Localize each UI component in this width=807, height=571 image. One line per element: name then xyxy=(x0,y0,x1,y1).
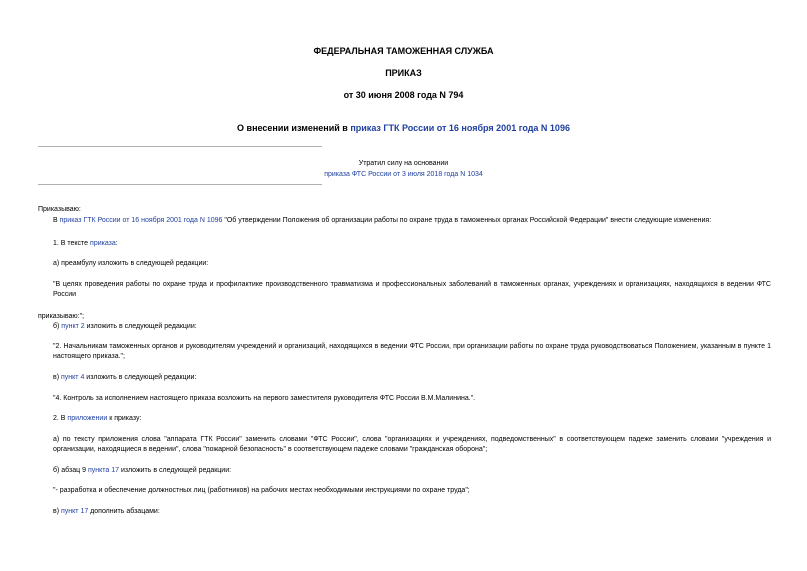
clause-link[interactable]: пункт 17 xyxy=(61,508,89,515)
para-2a: а) по тексту приложения слова "аппарата ГТК России" заменить словами "ФТС России", слова "организациях и учреждениях, подведомственных" в соответствующем падеже заменить словами "учреждения и организации, находящиеся в ведении", слова "пожарной безопасность" в соответствующем падеже словами "гражданская оборона"; xyxy=(53,436,771,453)
text: изложить в следующей редакции: xyxy=(84,374,197,381)
para-amend-order xyxy=(53,216,711,226)
org-title: ФЕДЕРАЛЬНАЯ ТАМОЖЕННАЯ СЛУЖБА xyxy=(313,46,494,56)
para-1v xyxy=(53,373,196,383)
text: изложить в следующей редакции: xyxy=(84,323,197,330)
para-instructions: "- разработка и обеспечение должностных лиц (работников) на рабочих местах необходимыми инструкциями по охране труда"; xyxy=(53,487,470,494)
text: "Об утверждении Положения об организации работы по охране труда в таможенных органах Российской Федерации" внести следующие изменения: xyxy=(222,217,712,224)
subject-prefix: О внесении изменений в xyxy=(237,123,351,133)
order-link[interactable]: приказ ГТК России от 16 ноября 2001 года N 1096 xyxy=(59,217,223,224)
text: б) абзац 9 xyxy=(53,467,88,474)
para-1 xyxy=(53,239,118,249)
doc-subject xyxy=(0,123,807,133)
text: в) xyxy=(53,508,61,515)
order-link[interactable]: приказа xyxy=(90,240,116,247)
divider-bottom xyxy=(38,184,322,185)
text: дополнить абзацами: xyxy=(88,508,160,515)
para-order-word: приказываю:"; xyxy=(38,313,85,320)
para-1a: а) преамбулу изложить в следующей редакции: xyxy=(53,260,209,267)
para-2v xyxy=(53,507,160,517)
divider-top xyxy=(38,146,322,147)
text: изложить в следующей редакции: xyxy=(119,467,232,474)
doc-type: ПРИКАЗ xyxy=(385,68,422,78)
clause-link[interactable]: пункт 2 xyxy=(61,323,85,330)
text: : xyxy=(115,240,118,247)
para-2b xyxy=(53,466,231,476)
para-2 xyxy=(53,414,141,424)
para-preamble: "В целях проведения работы по охране труда и профилактике производственного травматизма и профессиональных заболеваний в таможенных органах, учреждениях и организациях, находящихся в ведении ФТС России xyxy=(53,281,771,298)
clause-link[interactable]: пункт 4 xyxy=(61,374,85,381)
status-note xyxy=(0,158,807,180)
subject-link[interactable]: приказ ГТК России от 16 ноября 2001 года N 1096 xyxy=(350,123,570,133)
para-clause-2: "2. Начальникам таможенных органов и руководителям учреждений и организаций, находящихся в ведении ФТС России, при организации работы по охране труда руководствоваться Положением, указанным в пункте 1 настоящего приказа."; xyxy=(53,343,771,360)
doc-date: от 30 июня 2008 года N 794 xyxy=(343,90,464,100)
text: б) xyxy=(53,323,62,330)
text: в) xyxy=(53,374,61,381)
status-note-text: Утратил силу на основании xyxy=(358,160,449,167)
text: 1. В тексте xyxy=(53,240,91,247)
text: к приказу: xyxy=(107,415,142,422)
para-clause-4: "4. Контроль за исполнением настоящего приказа возложить на первого заместителя руководителя ФТС России В.М.Малинина.". xyxy=(53,395,476,402)
appendix-link[interactable]: приложении xyxy=(67,415,108,422)
para-intro: Приказываю: xyxy=(38,206,81,213)
status-note-link[interactable]: приказа ФТС России от 3 июля 2018 года N 1034 xyxy=(324,171,483,178)
clause-link[interactable]: пункта 17 xyxy=(87,467,119,474)
text: В xyxy=(53,217,60,224)
text: 2. В xyxy=(53,415,68,422)
para-1b xyxy=(53,322,197,332)
